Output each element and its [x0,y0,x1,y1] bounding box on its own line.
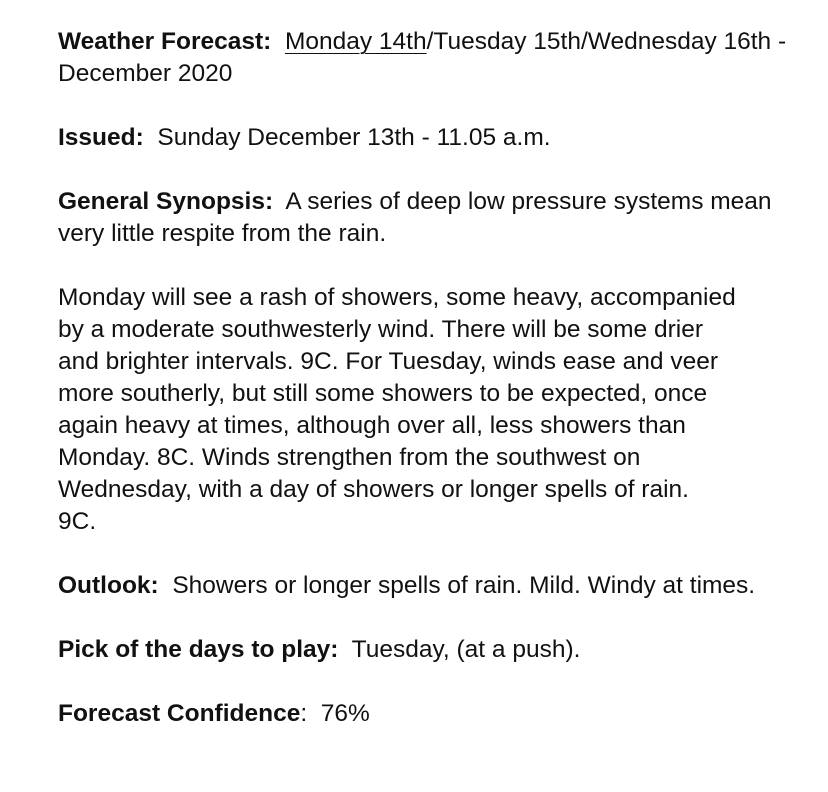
details-line: again heavy at times, although over all, less showers than [58,412,686,439]
outlook-value: Showers or longer spells of rain. Mild. Windy at times. [172,572,756,599]
confidence-label: Forecast Confidence [58,700,301,727]
details-line: Wednesday, with a day of showers or longer spells of rain. [58,476,689,503]
details-line: Monday will see a rash of showers, some heavy, accompanied [58,284,736,311]
details-paragraph [58,282,798,538]
forecast-date-first: Monday 14th [284,28,427,55]
pick-value: Tuesday, (at a push). [351,636,581,663]
issued-line [58,122,798,154]
issued-label: Issued: [58,124,144,151]
issued-value: Sunday December 13th - 11.05 a.m. [157,124,551,151]
forecast-label: Weather Forecast: [58,28,272,55]
details-line: and brighter intervals. 9C. For Tuesday, winds ease and veer [58,348,719,375]
forecast-heading [58,26,798,90]
confidence-line [58,698,798,730]
pick-line [58,634,798,666]
outlook-paragraph [58,570,798,602]
outlook-label: Outlook: [58,572,159,599]
pick-label: Pick of the days to play: [58,636,339,663]
details-line: Monday. 8C. Winds strengthen from the southwest on [58,444,641,471]
synopsis-label: General Synopsis: [58,188,274,215]
confidence-colon: : [300,700,308,727]
details-line: by a moderate southwesterly wind. There will be some drier [58,316,704,343]
forecast-date-rest: /Tuesday 15th/Wednesday 16th - December 2020 [58,28,787,87]
synopsis-paragraph [58,186,798,250]
synopsis-value: A series of deep low pressure systems mean very little respite from the rain. [58,188,772,247]
details-line: 9C. [58,508,97,535]
forecast-document [58,26,798,730]
details-line: more southerly, but still some showers to be expected, once [58,380,708,407]
confidence-value: 76% [320,700,370,727]
